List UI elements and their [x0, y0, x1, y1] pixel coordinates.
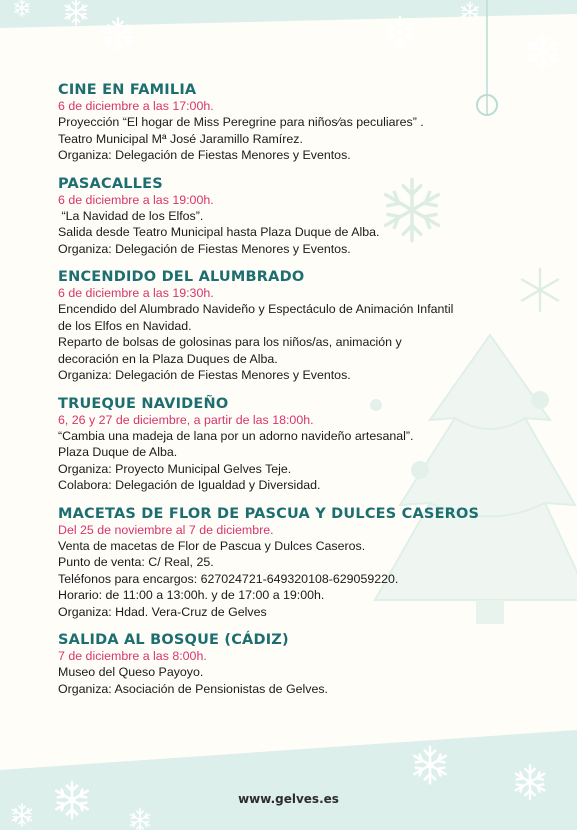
event-detail: Plaza Duque de Alba.: [58, 445, 178, 459]
event-title: CINE EN FAMILIA: [58, 82, 197, 98]
event-detail: “Cambia una madeja de lana por un adorno navideño artesanal”.: [58, 428, 414, 443]
event-detail: Reparto de bolsas de golosinas para los niños/as, animación y: [58, 335, 402, 349]
event-detail: Organiza: Delegación de Fiestas Menores y Eventos.: [58, 241, 351, 256]
event-macetas-flor-pascua: [58, 506, 498, 621]
event-detail: Organiza: Hdad. Vera-Cruz de Gelves: [58, 604, 267, 619]
event-pasacalles: [58, 176, 498, 258]
event-title: ENCENDIDO DEL ALUMBRADO: [58, 269, 305, 285]
event-encendido-alumbrado: [58, 269, 498, 384]
event-date: 7 de diciembre a las 8:00h.: [58, 649, 207, 663]
event-detail: Punto de venta: C/ Real, 25.: [58, 555, 214, 569]
event-detail: de los Elfos en Navidad.: [58, 318, 192, 333]
event-detail: Salida desde Teatro Municipal hasta Plaza Duque de Alba.: [58, 225, 380, 239]
event-detail: Venta de macetas de Flor de Pascua y Dulces Caseros.: [58, 538, 366, 553]
event-salida-bosque: [58, 632, 498, 697]
event-cine-en-familia: [58, 82, 498, 164]
website-link[interactable]: www.gelves.es: [238, 792, 339, 806]
event-detail: Organiza: Asociación de Pensionistas de Gelves.: [58, 681, 328, 696]
event-detail: Colabora: Delegación de Igualdad y Diversidad.: [58, 478, 321, 492]
event-detail: Organiza: Delegación de Fiestas Menores y Eventos.: [58, 148, 351, 162]
event-title: TRUEQUE NAVIDEÑO: [58, 395, 229, 412]
event-detail: Organiza: Proyecto Municipal Gelves Teje.: [58, 461, 292, 476]
event-detail: Organiza: Delegación de Fiestas Menores y Eventos.: [58, 368, 351, 382]
event-detail: Horario: de 11:00 a 13:00h. y de 17:00 a 19:00h.: [58, 588, 325, 602]
event-title: PASACALLES: [58, 175, 163, 192]
snowflake-icon: [65, 0, 87, 25]
event-detail: Museo del Queso Payoyo.: [58, 665, 204, 679]
event-date: Del 25 de noviembre al 7 de diciembre.: [58, 522, 274, 537]
event-trueque-navideno: [58, 396, 498, 494]
event-detail: Proyección “El hogar de Miss Peregrine para niños⁄as peculiares” .: [58, 115, 424, 129]
event-detail: decoración en la Plaza Duques de Alba.: [58, 351, 278, 366]
event-title: MACETAS DE FLOR DE PASCUA Y DULCES CASEROS: [58, 505, 480, 522]
event-date: 6 de diciembre a las 19:30h.: [58, 286, 214, 300]
event-date: 6, 26 y 27 de diciembre, a partir de las 18:00h.: [58, 412, 314, 427]
event-detail: Teléfonos para encargos: 627024721-649320108-629059220.: [58, 571, 399, 586]
snowflake-icon: [15, 0, 29, 16]
event-detail: Encendido del Alumbrado Navideño y Espectáculo de Animación Infantil: [58, 302, 454, 316]
event-title: SALIDA AL BOSQUE (CÁDIZ): [58, 632, 289, 648]
event-date: 6 de diciembre a las 19:00h.: [58, 192, 214, 207]
event-detail: “La Navidad de los Elfos”.: [58, 208, 204, 223]
event-detail: Teatro Municipal Mª José Jaramillo Ramírez.: [58, 131, 303, 146]
events-list: [58, 82, 498, 709]
event-date: 6 de diciembre a las 17:00h.: [58, 99, 214, 113]
